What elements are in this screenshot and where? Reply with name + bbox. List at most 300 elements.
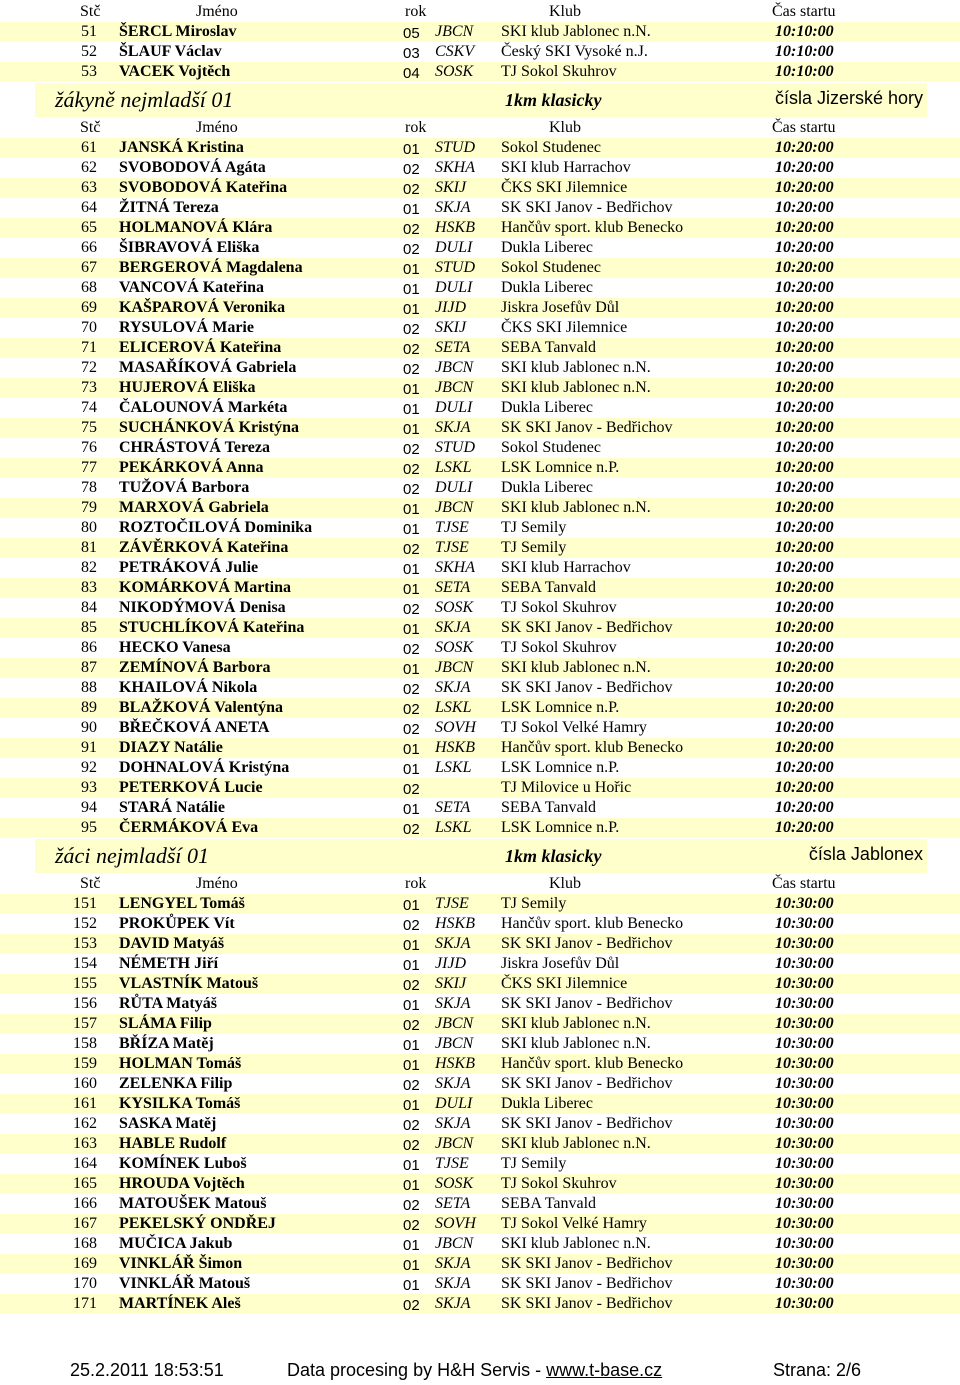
start-number: 77	[81, 459, 97, 476]
club-name: Dukla Liberec	[501, 1095, 593, 1112]
start-number: 71	[81, 339, 97, 356]
club-code: SKJA	[435, 1255, 471, 1272]
club-name: Dukla Liberec	[501, 399, 593, 416]
birth-year: 01	[403, 401, 420, 418]
club-code: HSKB	[435, 1055, 475, 1072]
club-code: SKJA	[435, 995, 471, 1012]
table-row	[0, 238, 960, 258]
table-row	[0, 158, 960, 178]
birth-year: 01	[403, 1157, 420, 1174]
start-time: 10:30:00	[775, 895, 834, 912]
start-time: 10:20:00	[775, 179, 834, 196]
birth-year: 01	[403, 521, 420, 538]
start-time: 10:30:00	[775, 1075, 834, 1092]
start-number: 84	[81, 599, 97, 616]
club-name: Český SKI Vysoké n.J.	[501, 43, 648, 60]
athlete-name: VINKLÁŘ Šimon	[119, 1255, 243, 1272]
start-time: 10:10:00	[775, 63, 834, 80]
table-row	[0, 1174, 960, 1194]
header-rok: rok	[405, 119, 427, 136]
start-number: 166	[73, 1195, 97, 1212]
birth-year: 02	[403, 1137, 420, 1154]
birth-year: 02	[403, 821, 420, 838]
birth-year: 01	[403, 801, 420, 818]
category-discipline: 1km klasicky	[505, 846, 602, 866]
start-number: 153	[73, 935, 97, 952]
start-time: 10:30:00	[775, 1235, 834, 1252]
athlete-name: ČALOUNOVÁ Markéta	[119, 399, 288, 416]
club-code: JBCN	[435, 1235, 474, 1252]
club-name: LSK Lomnice n.P.	[501, 759, 620, 776]
header-cas: Čas startu	[772, 3, 836, 20]
birth-year: 02	[403, 781, 420, 798]
club-code: JIJD	[435, 955, 467, 972]
header-cas: Čas startu	[772, 119, 836, 136]
club-name: SK SKI Janov - Bedřichov	[501, 619, 673, 636]
start-time: 10:20:00	[775, 699, 834, 716]
club-name: SK SKI Janov - Bedřichov	[501, 679, 673, 696]
birth-year: 02	[403, 721, 420, 738]
start-time: 10:10:00	[775, 23, 834, 40]
header-klub: Klub	[549, 3, 581, 20]
club-code: CSKV	[435, 43, 475, 60]
start-time: 10:30:00	[775, 1055, 834, 1072]
birth-year: 01	[403, 1257, 420, 1274]
start-time: 10:20:00	[775, 739, 834, 756]
table-row	[0, 1054, 960, 1074]
header-cas: Čas startu	[772, 875, 836, 892]
start-number: 75	[81, 419, 97, 436]
club-code: SKJA	[435, 199, 471, 216]
start-time: 10:20:00	[775, 159, 834, 176]
club-code: SKIJ	[435, 179, 467, 196]
table-row	[0, 738, 960, 758]
start-time: 10:20:00	[775, 359, 834, 376]
club-name: SK SKI Janov - Bedřichov	[501, 1295, 673, 1312]
birth-year: 04	[403, 65, 420, 82]
column-header-row	[0, 2, 960, 22]
birth-year: 02	[403, 341, 420, 358]
club-code: JBCN	[435, 659, 474, 676]
table-row	[0, 1074, 960, 1094]
club-code: JBCN	[435, 23, 474, 40]
athlete-name: ŠLAUF Václav	[119, 43, 222, 60]
start-number: 65	[81, 219, 97, 236]
start-number: 68	[81, 279, 97, 296]
birth-year: 01	[403, 281, 420, 298]
start-time: 10:20:00	[775, 459, 834, 476]
birth-year: 01	[403, 421, 420, 438]
birth-year: 02	[403, 601, 420, 618]
start-time: 10:20:00	[775, 659, 834, 676]
club-name: SK SKI Janov - Bedřichov	[501, 419, 673, 436]
table-row	[0, 994, 960, 1014]
club-name: ČKS SKI Jilemnice	[501, 179, 628, 196]
club-code: SOSK	[435, 63, 474, 80]
athlete-name: DAVID Matyáš	[119, 935, 225, 952]
start-number: 70	[81, 319, 97, 336]
athlete-name: DIAZY Natálie	[119, 739, 223, 756]
table-row	[0, 378, 960, 398]
athlete-name: RYSULOVÁ Marie	[119, 319, 254, 336]
category-header	[35, 83, 927, 117]
athlete-name: MASAŘÍKOVÁ Gabriela	[119, 359, 297, 376]
start-time: 10:30:00	[775, 995, 834, 1012]
club-code: SKIJ	[435, 319, 467, 336]
club-code: SKJA	[435, 1295, 471, 1312]
club-code: TJSE	[435, 1155, 469, 1172]
athlete-name: BŘEČKOVÁ ANETA	[119, 719, 270, 736]
start-number: 95	[81, 819, 97, 836]
athlete-name: KOMÁRKOVÁ Martina	[119, 579, 291, 596]
club-name: TJ Sokol Velké Hamry	[501, 719, 647, 736]
club-code: JBCN	[435, 1135, 474, 1152]
table-row	[0, 22, 960, 42]
athlete-name: PETRÁKOVÁ Julie	[119, 559, 259, 576]
start-time: 10:20:00	[775, 799, 834, 816]
birth-year: 01	[403, 937, 420, 954]
start-number: 162	[73, 1115, 97, 1132]
start-number: 152	[73, 915, 97, 932]
table-row	[0, 914, 960, 934]
birth-year: 01	[403, 501, 420, 518]
athlete-name: VINKLÁŘ Matouš	[119, 1275, 251, 1292]
club-name: SEBA Tanvald	[501, 339, 597, 356]
start-number: 164	[73, 1155, 97, 1172]
club-code: LSKL	[435, 819, 472, 836]
club-name: SKI klub Jablonec n.N.	[501, 1135, 651, 1152]
table-row	[0, 178, 960, 198]
start-number: 167	[73, 1215, 97, 1232]
start-number: 171	[73, 1295, 97, 1312]
athlete-name: KOMÍNEK Luboš	[119, 1155, 247, 1172]
athlete-name: ŠERCL Miroslav	[119, 23, 237, 40]
table-row	[0, 698, 960, 718]
club-name: SEBA Tanvald	[501, 799, 597, 816]
start-number: 61	[81, 139, 97, 156]
club-name: SKI klub Jablonec n.N.	[501, 1035, 651, 1052]
birth-year: 01	[403, 1057, 420, 1074]
table-row	[0, 1234, 960, 1254]
table-row	[0, 198, 960, 218]
club-code: HSKB	[435, 915, 475, 932]
club-code: SKJA	[435, 1075, 471, 1092]
start-number: 154	[73, 955, 97, 972]
club-code: SKHA	[435, 159, 475, 176]
header-jmeno: Jméno	[196, 3, 238, 20]
start-number: 82	[81, 559, 97, 576]
start-number: 160	[73, 1075, 97, 1092]
header-jmeno: Jméno	[196, 875, 238, 892]
club-code: SOSK	[435, 639, 474, 656]
club-code: SOSK	[435, 1175, 474, 1192]
birth-year: 01	[403, 761, 420, 778]
birth-year: 01	[403, 561, 420, 578]
birth-year: 02	[403, 977, 420, 994]
table-row	[0, 418, 960, 438]
start-time: 10:30:00	[775, 1195, 834, 1212]
table-row	[0, 894, 960, 914]
table-row	[0, 778, 960, 798]
birth-year: 01	[403, 621, 420, 638]
athlete-name: NÉMETH Jiří	[119, 955, 219, 972]
club-name: SEBA Tanvald	[501, 579, 597, 596]
birth-year: 02	[403, 641, 420, 658]
club-name: SKI klub Jablonec n.N.	[501, 1015, 651, 1032]
club-name: TJ Semily	[501, 895, 567, 912]
start-time: 10:30:00	[775, 935, 834, 952]
table-row	[0, 1014, 960, 1034]
athlete-name: SASKA Matěj	[119, 1115, 217, 1132]
start-time: 10:20:00	[775, 819, 834, 836]
club-code: DULI	[435, 279, 473, 296]
club-code: LSKL	[435, 699, 472, 716]
birth-year: 01	[403, 1097, 420, 1114]
header-klub: Klub	[549, 119, 581, 136]
club-code: HSKB	[435, 219, 475, 236]
club-code: JIJD	[435, 299, 467, 316]
start-time: 10:20:00	[775, 239, 834, 256]
header-rok: rok	[405, 3, 427, 20]
header-klub: Klub	[549, 875, 581, 892]
birth-year: 01	[403, 661, 420, 678]
athlete-name: STARÁ Natálie	[119, 799, 225, 816]
birth-year: 02	[403, 541, 420, 558]
start-time: 10:20:00	[775, 299, 834, 316]
club-name: Hančův sport. klub Benecko	[501, 219, 684, 236]
athlete-name: KHAILOVÁ Nikola	[119, 679, 258, 696]
start-number: 72	[81, 359, 97, 376]
table-row	[0, 1254, 960, 1274]
website-link[interactable]: www.t-base.cz	[546, 1360, 663, 1380]
club-code: SKJA	[435, 419, 471, 436]
start-time: 10:20:00	[775, 419, 834, 436]
start-time: 10:20:00	[775, 219, 834, 236]
athlete-name: HOLMANOVÁ Klára	[119, 219, 273, 236]
athlete-name: MUČICA Jakub	[119, 1235, 233, 1252]
club-code: SOSK	[435, 599, 474, 616]
table-row	[0, 298, 960, 318]
start-number: 168	[73, 1235, 97, 1252]
start-number: 92	[81, 759, 97, 776]
club-code: STUD	[435, 139, 476, 156]
athlete-name: JANSKÁ Kristina	[119, 139, 244, 156]
table-row	[0, 42, 960, 62]
club-name: SK SKI Janov - Bedřichov	[501, 1275, 673, 1292]
club-name: Jiskra Josefův Důl	[501, 955, 620, 972]
athlete-name: MARXOVÁ Gabriela	[119, 499, 269, 516]
table-row	[0, 638, 960, 658]
category-discipline: 1km klasicky	[505, 90, 602, 110]
start-number: 89	[81, 699, 97, 716]
birth-year: 02	[403, 701, 420, 718]
athlete-name: HUJEROVÁ Eliška	[119, 379, 256, 396]
column-header-row	[0, 874, 960, 894]
club-name: LSK Lomnice n.P.	[501, 459, 620, 476]
start-number: 151	[73, 895, 97, 912]
table-row	[0, 62, 960, 82]
birth-year: 02	[403, 481, 420, 498]
table-row	[0, 458, 960, 478]
athlete-name: PEKÁRKOVÁ Anna	[119, 459, 264, 476]
start-time: 10:20:00	[775, 679, 834, 696]
birth-year: 01	[403, 141, 420, 158]
athlete-name: NIKODÝMOVÁ Denisa	[119, 599, 286, 616]
birth-year: 02	[403, 917, 420, 934]
birth-year: 02	[403, 1197, 420, 1214]
birth-year: 01	[403, 741, 420, 758]
start-time: 10:30:00	[775, 1135, 834, 1152]
club-name: TJ Sokol Skuhrov	[501, 599, 617, 616]
table-row	[0, 278, 960, 298]
club-name: SKI klub Harrachov	[501, 559, 631, 576]
athlete-name: KYSILKA Tomáš	[119, 1095, 241, 1112]
start-number: 53	[81, 63, 97, 80]
birth-year: 02	[403, 321, 420, 338]
birth-year: 02	[403, 1117, 420, 1134]
start-number: 63	[81, 179, 97, 196]
club-name: SKI klub Jablonec n.N.	[501, 379, 651, 396]
athlete-name: ŠIBRAVOVÁ Eliška	[119, 239, 260, 256]
club-name: Dukla Liberec	[501, 479, 593, 496]
start-number: 90	[81, 719, 97, 736]
table-row	[0, 1094, 960, 1114]
club-code: LSKL	[435, 759, 472, 776]
table-row	[0, 518, 960, 538]
birth-year: 02	[403, 1297, 420, 1314]
start-time: 10:20:00	[775, 779, 834, 796]
start-time: 10:20:00	[775, 539, 834, 556]
start-time: 10:20:00	[775, 139, 834, 156]
athlete-name: CHRÁSTOVÁ Tereza	[119, 439, 270, 456]
club-code: JBCN	[435, 1035, 474, 1052]
start-time: 10:30:00	[775, 1095, 834, 1112]
start-time: 10:20:00	[775, 519, 834, 536]
processing-text: Data procesing by H&H Servis -	[287, 1360, 547, 1380]
club-code: SKJA	[435, 679, 471, 696]
table-row	[0, 718, 960, 738]
birth-year: 02	[403, 221, 420, 238]
birth-year: 01	[403, 581, 420, 598]
club-code: SKJA	[435, 1115, 471, 1132]
club-name: SKI klub Jablonec n.N.	[501, 359, 651, 376]
start-time: 10:30:00	[775, 915, 834, 932]
birth-year: 01	[403, 997, 420, 1014]
start-time: 10:20:00	[775, 279, 834, 296]
athlete-name: DOHNALOVÁ Kristýna	[119, 759, 290, 776]
athlete-name: VANCOVÁ Kateřina	[119, 279, 265, 296]
table-row	[0, 438, 960, 458]
club-code: STUD	[435, 439, 476, 456]
start-time: 10:20:00	[775, 379, 834, 396]
start-number: 91	[81, 739, 97, 756]
club-code: TJSE	[435, 895, 469, 912]
birth-year: 05	[403, 25, 420, 42]
club-code: JBCN	[435, 359, 474, 376]
start-number: 158	[73, 1035, 97, 1052]
table-row	[0, 974, 960, 994]
athlete-name: TUŽOVÁ Barbora	[119, 479, 250, 496]
start-time: 10:30:00	[775, 1295, 834, 1312]
club-name: SKI klub Harrachov	[501, 159, 631, 176]
birth-year: 01	[403, 261, 420, 278]
club-name: SKI klub Jablonec n.N.	[501, 1235, 651, 1252]
athlete-name: PEKELSKÝ ONDŘEJ	[119, 1215, 276, 1232]
athlete-name: MATOUŠEK Matouš	[119, 1195, 267, 1212]
birth-year: 02	[403, 1217, 420, 1234]
header-jmeno: Jméno	[196, 119, 238, 136]
athlete-name: MARTÍNEK Aleš	[119, 1295, 241, 1312]
club-code: TJSE	[435, 519, 469, 536]
start-number: 87	[81, 659, 97, 676]
athlete-name: BERGEROVÁ Magdalena	[119, 259, 303, 276]
table-row	[0, 658, 960, 678]
start-time: 10:30:00	[775, 1155, 834, 1172]
start-time: 10:20:00	[775, 559, 834, 576]
start-number: 66	[81, 239, 97, 256]
club-code: SKHA	[435, 559, 475, 576]
start-number: 156	[73, 995, 97, 1012]
athlete-name: ŽITNÁ Tereza	[119, 199, 219, 216]
page-number: Strana: 2/6	[773, 1360, 862, 1380]
start-number: 157	[73, 1015, 97, 1032]
table-row	[0, 618, 960, 638]
start-number: 78	[81, 479, 97, 496]
table-row	[0, 1274, 960, 1294]
club-name: SKI klub Jablonec n.N.	[501, 659, 651, 676]
table-row	[0, 498, 960, 518]
club-name: ČKS SKI Jilemnice	[501, 975, 628, 992]
club-code: DULI	[435, 239, 473, 256]
club-name: SEBA Tanvald	[501, 1195, 597, 1212]
birth-year: 02	[403, 461, 420, 478]
column-header-row	[0, 118, 960, 138]
club-code: SOVH	[435, 1215, 476, 1232]
start-number: 83	[81, 579, 97, 596]
club-name: Sokol Studenec	[501, 259, 601, 276]
club-code: SKJA	[435, 1275, 471, 1292]
athlete-name: BLAŽKOVÁ Valentýna	[119, 699, 284, 716]
table-row	[0, 1134, 960, 1154]
start-number: 163	[73, 1135, 97, 1152]
club-code: DULI	[435, 399, 473, 416]
club-name: Dukla Liberec	[501, 239, 593, 256]
page-footer	[0, 1360, 960, 1384]
table-row	[0, 338, 960, 358]
athlete-name: HECKO Vanesa	[119, 639, 231, 656]
club-code: JBCN	[435, 1015, 474, 1032]
processing-credit	[287, 1360, 662, 1381]
athlete-name: BŘÍZA Matěj	[119, 1035, 214, 1052]
club-name: SK SKI Janov - Bedřichov	[501, 1115, 673, 1132]
start-number: 155	[73, 975, 97, 992]
club-name: TJ Semily	[501, 1155, 567, 1172]
birth-year: 01	[403, 301, 420, 318]
start-number: 67	[81, 259, 97, 276]
table-row	[0, 954, 960, 974]
table-row	[0, 538, 960, 558]
table-row	[0, 358, 960, 378]
table-row	[0, 934, 960, 954]
start-time: 10:20:00	[775, 479, 834, 496]
athlete-name: PETERKOVÁ Lucie	[119, 779, 263, 796]
athlete-name: HROUDA Vojtěch	[119, 1175, 245, 1192]
table-row	[0, 798, 960, 818]
club-code: DULI	[435, 1095, 473, 1112]
start-time: 10:30:00	[775, 1275, 834, 1292]
start-number: 73	[81, 379, 97, 396]
table-row	[0, 598, 960, 618]
